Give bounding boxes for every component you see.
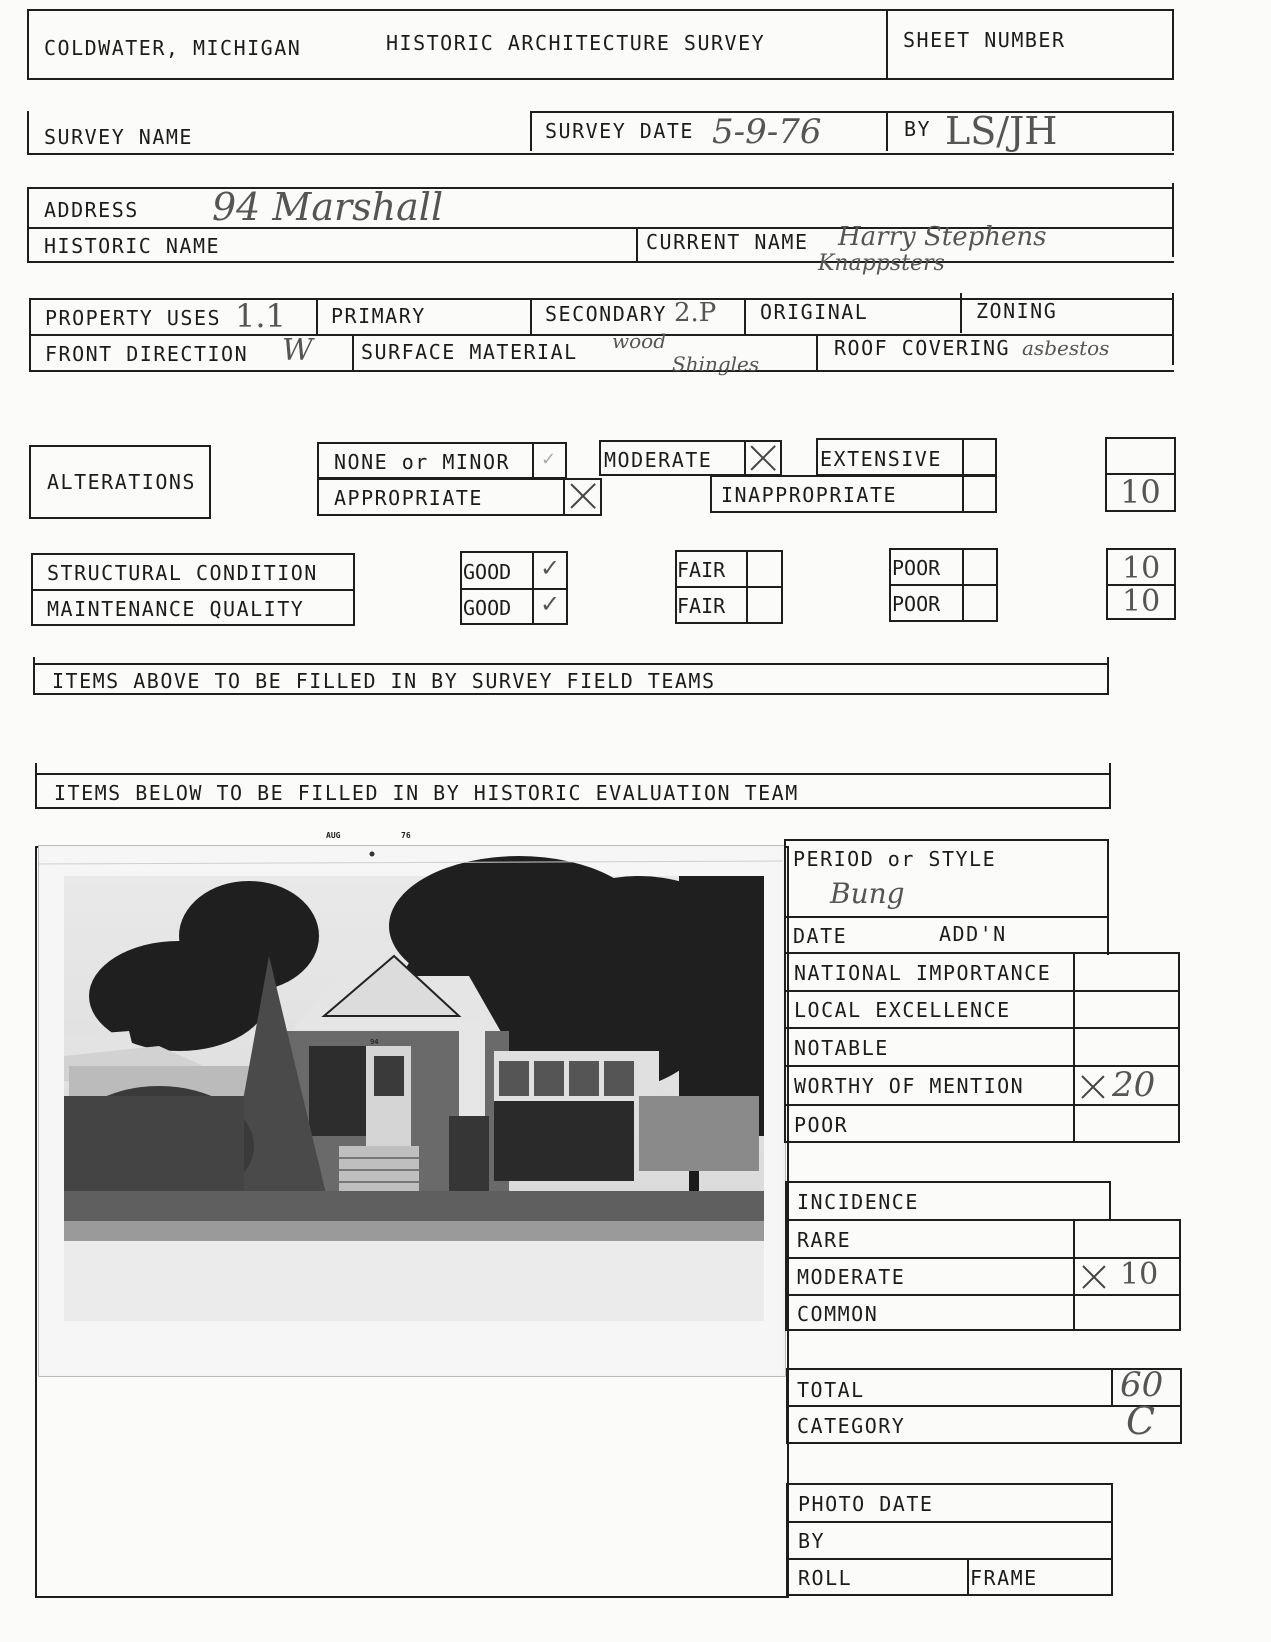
moderate-x-mark[interactable] <box>749 442 777 474</box>
current-name-value-2: Knappsters <box>818 251 945 276</box>
common-label: COMMON <box>797 1302 879 1326</box>
category-value: C <box>1126 1399 1156 1443</box>
worthy-of-mention-score: 20 <box>1112 1065 1156 1105</box>
by-value: LS/JH <box>945 109 1058 153</box>
survey-divider-1 <box>530 111 532 151</box>
house-number-sign: 94 <box>370 1038 379 1046</box>
moderate-label: MODERATE <box>604 448 713 472</box>
secondary-value: 2.P <box>674 298 717 328</box>
rating-column-divider <box>1073 952 1075 1143</box>
survey-date-label: SURVEY DATE <box>545 119 694 143</box>
survey-divider-3 <box>1172 111 1174 151</box>
sheet-number-label: SHEET NUMBER <box>903 28 1066 52</box>
maintenance-poor-label: POOR <box>892 592 941 616</box>
property-div-4 <box>960 293 962 333</box>
address-divider <box>636 227 638 261</box>
roll-frame-divider <box>967 1558 969 1596</box>
address-label: ADDRESS <box>44 198 139 222</box>
front-direction-value: W <box>282 333 313 368</box>
maintenance-good-check[interactable]: ✓ <box>540 590 561 618</box>
surface-material-value: wood <box>612 329 667 353</box>
address-right-edge <box>1172 183 1174 257</box>
survey-name-label: SURVEY NAME <box>44 125 193 149</box>
address-value: 94 Marshall <box>212 185 444 229</box>
inappropriate-check-divider <box>962 475 964 513</box>
alterations-score: 10 <box>1120 473 1161 511</box>
totals-column-divider <box>1111 1368 1113 1406</box>
incidence-moderate-score: 10 <box>1120 1257 1159 1292</box>
incidence-column-divider <box>1073 1219 1075 1331</box>
appropriate-check-divider <box>563 478 565 516</box>
condition-label-mid <box>31 589 355 591</box>
structural-poor-label: POOR <box>892 556 941 580</box>
primary-label: PRIMARY <box>331 304 426 328</box>
inappropriate-label: INAPPROPRIATE <box>721 483 898 507</box>
fair-mid <box>675 586 783 588</box>
structural-good-label: GOOD <box>463 560 512 584</box>
surface-material-label: SURFACE MATERIAL <box>361 340 578 364</box>
evaluation-poor-label: POOR <box>794 1113 849 1137</box>
none-or-minor-label: NONE or MINOR <box>334 450 511 474</box>
current-name-label: CURRENT NAME <box>646 230 809 254</box>
good-check-divider <box>532 551 534 625</box>
roof-covering-value: asbestos <box>1022 336 1110 360</box>
photo-info-row-2 <box>786 1558 1113 1560</box>
none-or-minor-check[interactable]: ✓ <box>541 449 557 470</box>
photo-by-label: BY <box>798 1529 826 1553</box>
field-teams-note: ITEMS ABOVE TO BE FILLED IN BY SURVEY FIELD TEAMS <box>52 669 716 693</box>
property-div-2 <box>530 298 532 334</box>
roll-label: ROLL <box>798 1566 853 1590</box>
extensive-label: EXTENSIVE <box>820 447 942 471</box>
photo-date-label: PHOTO DATE <box>798 1492 934 1516</box>
evaluation-team-note: ITEMS BELOW TO BE FILLED IN BY HISTORIC EVALUATION TEAM <box>54 781 799 805</box>
property-div-1 <box>316 298 318 334</box>
maintenance-score: 10 <box>1122 584 1161 619</box>
date-row-top <box>784 916 1109 918</box>
incidence-moderate-label: MODERATE <box>797 1265 906 1289</box>
local-excellence-label: LOCAL EXCELLENCE <box>794 998 1011 1022</box>
by-label: BY <box>904 117 932 141</box>
front-direction-label: FRONT DIRECTION <box>45 342 249 366</box>
survey-date-value: 5-9-76 <box>712 112 822 152</box>
rare-label: RARE <box>797 1228 852 1252</box>
property-div-6 <box>816 334 818 370</box>
structural-score: 10 <box>1122 551 1161 586</box>
total-value: 60 <box>1120 1365 1164 1405</box>
worthy-of-mention-x-mark[interactable] <box>1080 1074 1106 1100</box>
rating-row-1 <box>784 990 1180 992</box>
photo-stamp-month: AUG <box>326 831 341 840</box>
field-teams-top <box>33 663 1109 665</box>
date-label: DATE <box>793 924 848 948</box>
appropriate-x-mark[interactable] <box>569 481 597 511</box>
notable-label: NOTABLE <box>794 1036 889 1060</box>
surface-material-value-2: Shingles <box>672 352 760 376</box>
incidence-row-2 <box>785 1294 1181 1296</box>
poor-check-divider <box>962 548 964 622</box>
structural-condition-label: STRUCTURAL CONDITION <box>47 561 318 585</box>
property-uses-value: 1.1 <box>235 297 286 335</box>
original-label: ORIGINAL <box>760 300 869 324</box>
survey-divider-2 <box>886 111 888 151</box>
moderate-check-divider <box>744 440 746 476</box>
maintenance-good-label: GOOD <box>463 596 512 620</box>
survey-top-line <box>530 111 1174 113</box>
structural-good-check[interactable]: ✓ <box>540 554 561 582</box>
rating-row-2 <box>784 1027 1180 1029</box>
appropriate-label: APPROPRIATE <box>334 486 483 510</box>
category-label: CATEGORY <box>797 1414 906 1438</box>
total-label: TOTAL <box>797 1378 865 1402</box>
incidence-moderate-x-mark[interactable] <box>1081 1264 1107 1290</box>
maintenance-quality-label: MAINTENANCE QUALITY <box>47 597 305 621</box>
national-importance-label: NATIONAL IMPORTANCE <box>794 961 1052 985</box>
current-name-value: Harry Stephens <box>838 222 1047 252</box>
addn-label: ADD'N <box>939 922 1007 946</box>
poor-mid <box>889 584 998 586</box>
alterations-label: ALTERATIONS <box>47 470 196 494</box>
zoning-label: ZONING <box>976 299 1058 323</box>
photo-stamp-year: 76 <box>401 831 411 840</box>
property-right-edge <box>1172 293 1174 365</box>
property-uses-label: PROPERTY USES <box>45 306 222 330</box>
evaluation-team-top <box>35 773 1111 775</box>
house-photograph <box>38 831 786 1377</box>
secondary-label: SECONDARY <box>545 302 667 326</box>
incidence-label: INCIDENCE <box>797 1190 919 1214</box>
header-divider <box>886 9 888 80</box>
maintenance-fair-label: FAIR <box>677 594 726 618</box>
totals-mid <box>786 1405 1182 1407</box>
fair-check-divider <box>746 550 748 624</box>
extensive-check-divider <box>962 438 964 476</box>
house-photo-image <box>39 846 783 1374</box>
historic-name-label: HISTORIC NAME <box>44 234 221 258</box>
none-check-divider <box>532 442 534 479</box>
period-style-value: Bung <box>830 877 905 910</box>
structural-fair-label: FAIR <box>677 558 726 582</box>
frame-label: FRAME <box>970 1566 1038 1590</box>
period-style-label: PERIOD or STYLE <box>793 847 997 871</box>
property-div-5 <box>352 334 354 372</box>
roof-covering-label: ROOF COVERING <box>834 336 1011 360</box>
worthy-of-mention-label: WORTHY OF MENTION <box>794 1074 1025 1098</box>
survey-title: HISTORIC ARCHITECTURE SURVEY <box>386 31 766 55</box>
property-div-3 <box>744 298 746 334</box>
photo-info-row-1 <box>786 1521 1113 1523</box>
city-label: COLDWATER, MICHIGAN <box>44 36 302 60</box>
